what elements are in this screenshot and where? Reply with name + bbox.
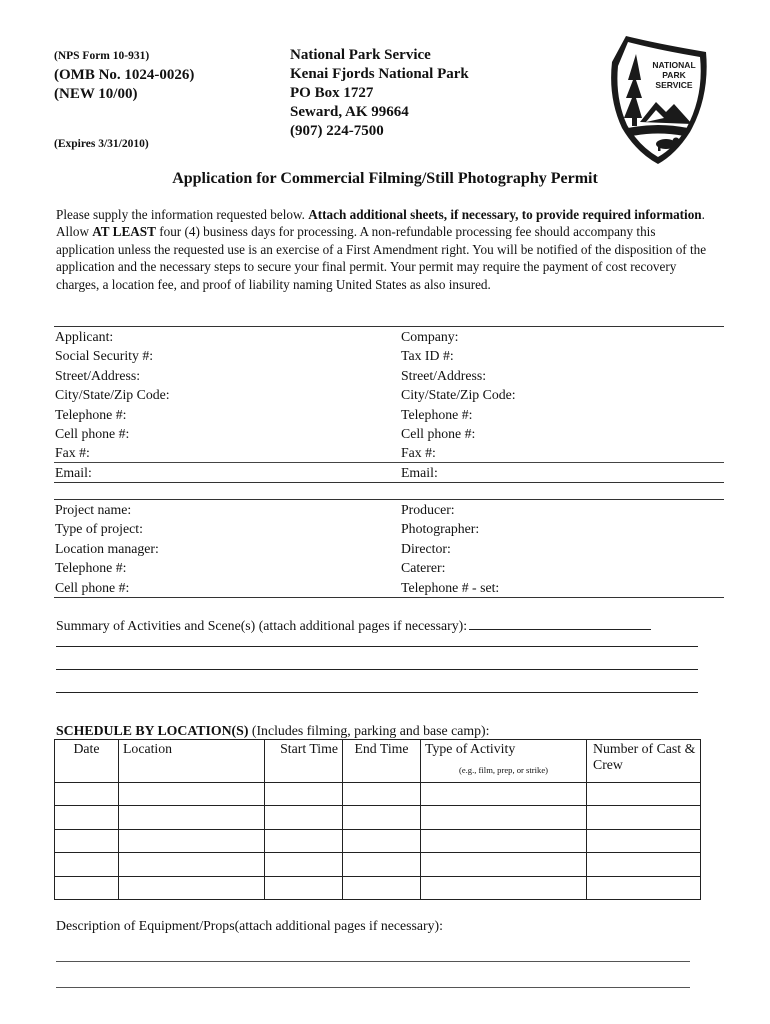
location-cell[interactable]: [119, 783, 265, 806]
set-telephone-field[interactable]: Telephone # - set:: [401, 579, 500, 595]
photographer-field[interactable]: Photographer:: [401, 521, 480, 537]
project-column: [54, 500, 400, 597]
start-time-cell[interactable]: [265, 783, 343, 806]
schedule-row: [55, 783, 701, 806]
schedule-row: [55, 806, 701, 829]
agency-phone: (907) 224-7500: [290, 123, 384, 139]
activity-cell[interactable]: [421, 876, 587, 899]
form-version: (NEW 10/00): [54, 86, 138, 102]
schedule-heading-rest: (Includes filming, parking and base camp):: [248, 723, 490, 738]
expiration-date: (Expires 3/31/2010): [54, 138, 149, 150]
logo-text-service: SERVICE: [655, 80, 693, 90]
project-type-field[interactable]: Type of project:: [55, 521, 143, 537]
end-time-cell[interactable]: [343, 829, 421, 852]
location-cell[interactable]: [119, 876, 265, 899]
intro-text-2: . Allow: [56, 207, 705, 240]
location-cell[interactable]: [119, 853, 265, 876]
summary-label-text: Summary of Activities and Scene(s) (attach additional pages if necessary):: [56, 618, 468, 633]
date-cell[interactable]: [55, 783, 119, 806]
start-time-cell[interactable]: [265, 829, 343, 852]
company-city-field[interactable]: City/State/Zip Code:: [401, 387, 516, 403]
logo-text-national: NATIONAL: [652, 60, 696, 70]
summary-line-1[interactable]: [56, 646, 698, 647]
instructions-paragraph: [56, 206, 716, 293]
company-cell-field[interactable]: Cell phone #:: [401, 425, 476, 441]
company-email-field[interactable]: Email:: [401, 464, 438, 480]
col-activity: [421, 740, 587, 783]
cast-crew-cell[interactable]: [587, 783, 701, 806]
form-title: Application for Commercial Filming/Still Photography Permit: [172, 170, 598, 187]
agency-name: National Park Service: [290, 47, 431, 63]
producer-field[interactable]: Producer:: [401, 502, 455, 517]
summary-line-2[interactable]: [56, 669, 698, 670]
applicant-city-field[interactable]: City/State/Zip Code:: [55, 387, 170, 403]
agency-address: [290, 46, 469, 141]
schedule-header-row: [55, 740, 701, 783]
cast-crew-cell[interactable]: [587, 876, 701, 899]
omb-number: (OMB No. 1024-0026): [54, 67, 195, 83]
summary-label: [56, 616, 651, 634]
ssn-field[interactable]: Social Security #:: [55, 348, 154, 364]
summary-inline-blank[interactable]: [469, 616, 651, 630]
form-identifiers: [54, 48, 194, 104]
company-telephone-field[interactable]: Telephone #:: [401, 406, 473, 422]
equipment-label: Description of Equipment/Props(attach additional pages if necessary):: [56, 918, 443, 933]
company-fax-field[interactable]: Fax #:: [400, 443, 724, 462]
company-field[interactable]: Company:: [401, 329, 459, 344]
equipment-line-2[interactable]: [56, 987, 690, 988]
cast-crew-cell[interactable]: [587, 829, 701, 852]
end-time-cell[interactable]: [343, 806, 421, 829]
park-name: Kenai Fjords National Park: [290, 66, 469, 82]
tax-id-field[interactable]: Tax ID #:: [401, 348, 454, 364]
applicant-email-field[interactable]: Email:: [55, 464, 92, 480]
intro-text-1: Please supply the information requested below.: [56, 207, 309, 222]
intro-bold-attach: Attach additional sheets, if necessary, to provide required information: [308, 207, 702, 222]
cast-crew-cell[interactable]: [587, 806, 701, 829]
form-number: (NPS Form 10-931): [54, 50, 150, 62]
schedule-heading-bold: SCHEDULE BY LOCATION(S): [56, 723, 249, 738]
cast-crew-cell[interactable]: [587, 853, 701, 876]
start-time-cell[interactable]: [265, 876, 343, 899]
project-name-field[interactable]: Project name:: [55, 502, 132, 517]
col-date: Date: [55, 740, 119, 783]
col-end-time: End Time: [343, 740, 421, 783]
intro-text-3: four (4) business days for processing. A non-refundable processing fee should accompany this application unless the requested use is an exercise of a First Amendment right. You will be notified of the disposition of the application and the necessary steps to secure your final permit. Your permit may require the payment of cost recovery charges, a location fee, and proof of liability naming United States as also insured.: [56, 224, 707, 292]
date-cell[interactable]: [55, 829, 119, 852]
activity-cell[interactable]: [421, 853, 587, 876]
col-cast-crew: Number of Cast & Crew: [587, 740, 701, 783]
director-field[interactable]: Director:: [401, 540, 451, 556]
city-state-zip: Seward, AK 99664: [290, 104, 409, 120]
caterer-field[interactable]: Caterer:: [401, 560, 446, 576]
applicant-fax-field[interactable]: Fax #:: [54, 443, 400, 462]
start-time-cell[interactable]: [265, 853, 343, 876]
schedule-row: [55, 853, 701, 876]
project-section: [54, 499, 724, 598]
end-time-cell[interactable]: [343, 876, 421, 899]
col-location: Location: [119, 740, 265, 783]
applicant-street-field[interactable]: Street/Address:: [55, 367, 141, 383]
activity-hint: (e.g., film, prep, or strike): [458, 765, 548, 775]
schedule-row: [55, 829, 701, 852]
applicant-field[interactable]: Applicant:: [55, 329, 114, 344]
intro-bold-at-least: AT LEAST: [92, 224, 156, 240]
activity-cell[interactable]: [421, 806, 587, 829]
start-time-cell[interactable]: [265, 806, 343, 829]
end-time-cell[interactable]: [343, 783, 421, 806]
end-time-cell[interactable]: [343, 853, 421, 876]
project-telephone-field[interactable]: Telephone #:: [55, 560, 127, 576]
col-start-time: Start Time: [265, 740, 343, 783]
summary-line-3[interactable]: [56, 692, 698, 693]
applicant-column: [54, 327, 400, 482]
applicant-cell-field[interactable]: Cell phone #:: [55, 425, 130, 441]
company-column: [400, 327, 724, 482]
activity-cell[interactable]: [421, 783, 587, 806]
schedule-heading: [56, 723, 489, 739]
date-cell[interactable]: [55, 853, 119, 876]
company-street-field[interactable]: Street/Address:: [401, 367, 487, 383]
crew-column: [400, 500, 724, 597]
date-cell[interactable]: [55, 806, 119, 829]
location-cell[interactable]: [119, 829, 265, 852]
equipment-line-1[interactable]: [56, 961, 690, 962]
schedule-row: [55, 876, 701, 899]
location-cell[interactable]: [119, 806, 265, 829]
applicant-telephone-field[interactable]: Telephone #:: [55, 406, 127, 422]
nps-arrowhead-logo: [606, 32, 710, 166]
logo-text-park: PARK: [662, 70, 686, 80]
schedule-table: [54, 739, 701, 900]
date-cell[interactable]: [55, 876, 119, 899]
project-cell-field[interactable]: Cell phone #:: [55, 579, 130, 595]
activity-cell[interactable]: [421, 829, 587, 852]
location-manager-field[interactable]: Location manager:: [55, 540, 159, 556]
applicant-company-section: [54, 326, 724, 483]
col-activity-label: Type of Activity: [425, 741, 516, 756]
po-box: PO Box 1727: [290, 85, 374, 101]
